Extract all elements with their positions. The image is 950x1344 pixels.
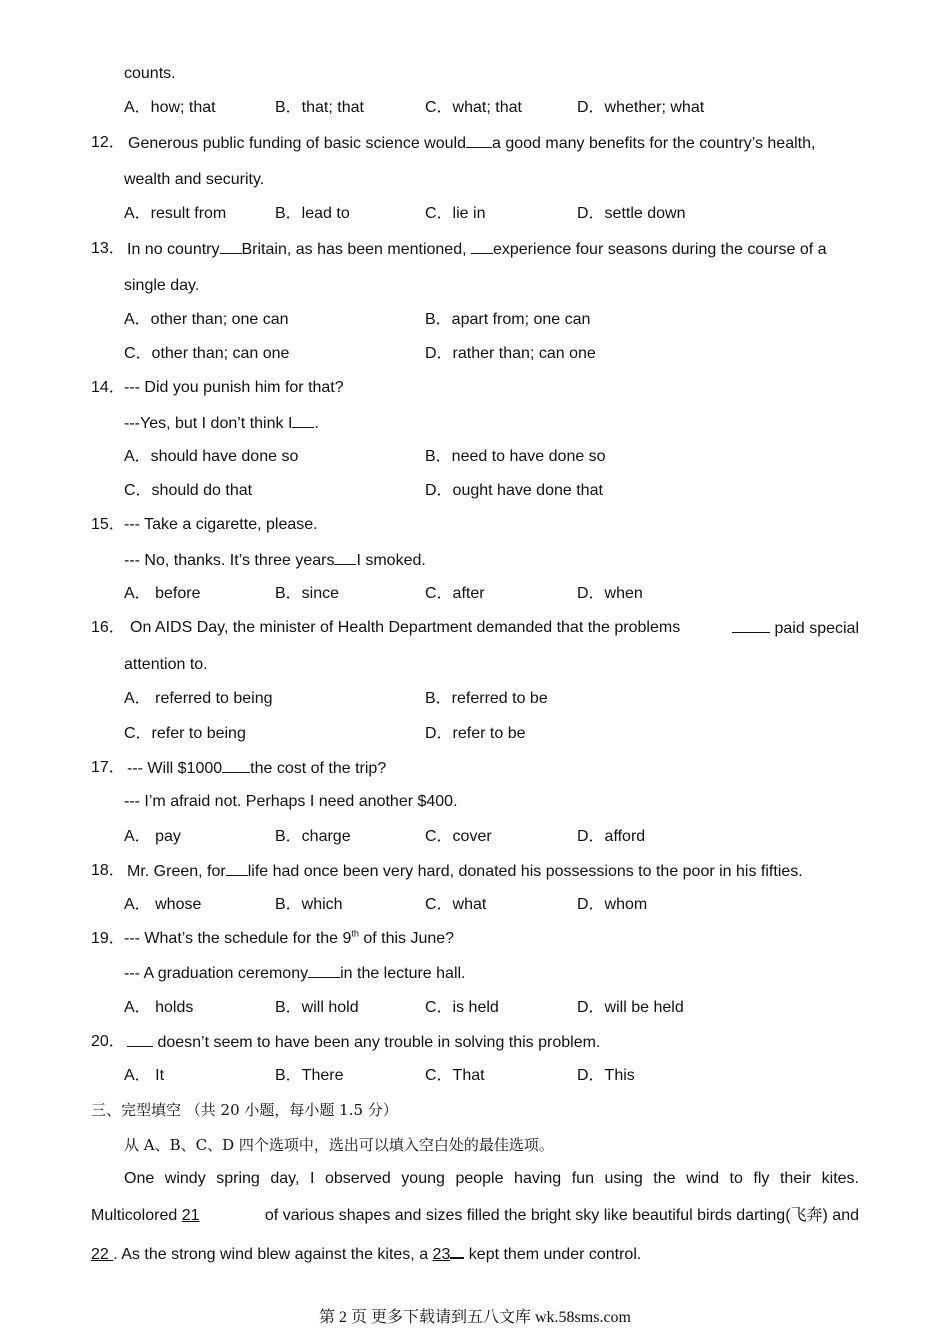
q15-option-a: A． before	[124, 585, 201, 602]
q19-number: 19．	[91, 930, 125, 947]
section-instruction: 从 A、B、C、D 四个选项中，选出可以填入空白处的最佳选项。	[124, 1136, 554, 1154]
q20-option-d: D．This	[577, 1067, 635, 1084]
q14-dialog-line2: ---Yes, but I don’t think I .	[124, 415, 319, 432]
q13-option-c: C．other than; can one	[124, 345, 290, 362]
q17-option-d: D．afford	[577, 828, 646, 845]
q18-option-a: A． whose	[124, 896, 202, 913]
passage-line3: 22 . As the strong wind blew against the kites, a 23 kept them under control.	[91, 1243, 641, 1265]
q18-stem: Mr. Green, for life had once been very hard, donated his possessions to the poor in his fifties.	[127, 863, 803, 880]
q12-option-a: A．result from	[124, 205, 227, 222]
q16-option-d: D．refer to be	[425, 725, 526, 742]
q12-number: 12．	[91, 134, 125, 151]
q20-number: 20．	[91, 1033, 125, 1050]
passage-line1: One windy spring day, I observed young people having fun using the wind to fly their kites.	[124, 1170, 859, 1187]
q17-dialog-line2: --- I’m afraid not. Perhaps I need another $400.	[124, 793, 458, 810]
q13-option-d: D．rather than; can one	[425, 345, 596, 362]
q17-number: 17．	[91, 759, 125, 776]
q12-option-d: D．settle down	[577, 205, 686, 222]
q14-option-c: C．should do that	[124, 482, 253, 499]
q13-stem-line2: single day.	[124, 277, 200, 294]
q12-option-c: C．lie in	[425, 205, 486, 222]
q18-option-c: C．what	[425, 896, 487, 913]
q16-option-c: C．refer to being	[124, 725, 246, 742]
q15-dialog-line1: --- Take a cigarette, please.	[124, 516, 318, 533]
q11-option-b: B．that; that	[275, 99, 364, 116]
q20-option-b: B．There	[275, 1067, 344, 1084]
q17-option-c: C．cover	[425, 828, 492, 845]
q16-number: 16．	[91, 619, 125, 636]
q15-number: 15．	[91, 516, 125, 533]
q19-option-a: A． holds	[124, 999, 194, 1016]
q19-option-d: D．will be held	[577, 999, 684, 1016]
q12-option-b: B．lead to	[275, 205, 350, 222]
q14-option-a: A．should have done so	[124, 448, 299, 465]
q12-stem-line2: wealth and security.	[124, 171, 265, 188]
q14-option-d: D．ought have done that	[425, 482, 603, 499]
q18-option-d: D．whom	[577, 896, 648, 913]
q20-option-a: A． It	[124, 1067, 165, 1084]
q11-option-c: C．what; that	[425, 99, 522, 116]
q18-option-b: B．which	[275, 896, 343, 913]
blank-23: 23	[432, 1246, 451, 1263]
q11-option-d: D．whether; what	[577, 99, 705, 116]
q19-option-b: B．will hold	[275, 999, 359, 1016]
q14-number: 14．	[91, 379, 125, 396]
blank-21: 21	[181, 1207, 200, 1224]
q14-dialog-line1: --- Did you punish him for that?	[124, 379, 344, 396]
q15-option-d: D．when	[577, 585, 643, 602]
q19-dialog-line2: --- A graduation ceremony in the lecture hall.	[124, 965, 466, 982]
q16-option-b: B．referred to be	[425, 690, 548, 707]
blank-22: 22	[91, 1246, 114, 1263]
q20-option-c: C．That	[425, 1067, 485, 1084]
q17-option-b: B．charge	[275, 828, 351, 845]
q13-option-a: A．other than; one can	[124, 311, 289, 328]
q13-option-b: B．apart from; one can	[425, 311, 591, 328]
q20-stem: doesn’t seem to have been any trouble in solving this problem.	[127, 1032, 600, 1053]
section-title: 三、完型填空 （共 20 小题，每小题 1.5 分）	[91, 1101, 398, 1119]
q17-dialog-line1: --- Will $1000 the cost of the trip?	[127, 760, 387, 777]
q19-option-c: C．is held	[425, 999, 499, 1016]
q12-stem-line1: Generous public funding of basic science would a good many benefits for the country’s health,	[128, 135, 816, 152]
q16-option-a: A． referred to being	[124, 690, 273, 707]
q19-dialog-line1: --- What’s the schedule for the 9th of this June?	[124, 928, 455, 947]
q15-option-c: C．after	[425, 585, 485, 602]
passage-line2: Multicolored 21 of various shapes and sizes filled the bright sky like beautiful birds darting(飞奔) and	[91, 1207, 859, 1224]
q13-stem-line1: In no country Britain, as has been mentioned, experience four seasons during the course of a	[127, 241, 827, 258]
q14-option-b: B．need to have done so	[425, 448, 606, 465]
q13-number: 13．	[91, 240, 125, 257]
page-footer: 第 2 页 更多下载请到五八文库 wk.58sms.com	[318, 1309, 631, 1326]
q16-stem-line2: attention to.	[124, 656, 208, 673]
q17-option-a: A． pay	[124, 828, 181, 845]
q15-option-b: B．since	[275, 585, 340, 602]
q15-dialog-line2: --- No, thanks. It’s three years I smoked.	[124, 552, 426, 569]
q16-stem-line1: On AIDS Day, the minister of Health Department demanded that the problems paid special	[130, 619, 859, 637]
q11-option-a: A．how; that	[124, 99, 216, 116]
q18-number: 18．	[91, 862, 125, 879]
q11-continuation: counts.	[124, 65, 176, 82]
